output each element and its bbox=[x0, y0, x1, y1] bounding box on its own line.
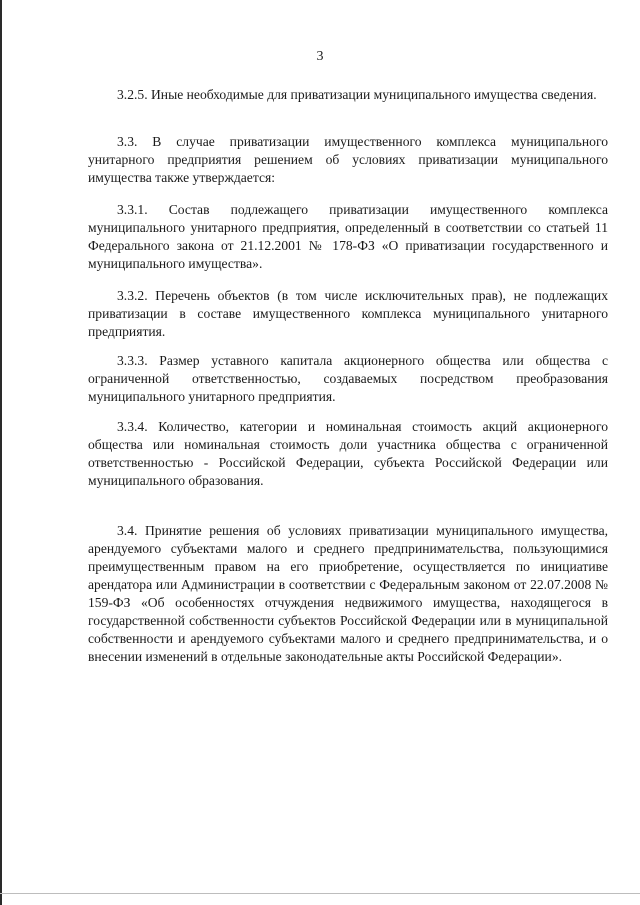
paragraph-3-4: 3.4. Принятие решения об условиях приватизации муниципального имущества, арендуемого субъектами малого и среднего предпринимательства, пользующимися преимущественным правом на его приобретение, осуществляется по инициативе арендатора или Администрации в соответствии с Федеральным законом от 22.07.2008 № 159-ФЗ «Об особенностях отчуждения недвижимого имущества, находящегося в государственной собственности субъектов Российской Федерации или в муниципальной собственности и арендуемого субъектами малого и среднего предпринимательства, и о внесении изменений в отдельные законодательные акты Российской Федерации». bbox=[88, 523, 608, 664]
paragraph-3-3-2: 3.3.2. Перечень объектов (в том числе исключительных прав), не подлежащих приватизации в составе имущественного комплекса муниципального унитарного предприятия. bbox=[88, 288, 608, 339]
scan-edge-bottom bbox=[0, 893, 640, 894]
scan-edge-left bbox=[0, 0, 2, 905]
page-number: 3 bbox=[316, 49, 324, 64]
paragraph-3-3: 3.3. В случае приватизации имущественного комплекса муниципального унитарного предприятия решением об условиях приватизации муниципального имущества также утверждается: bbox=[88, 134, 608, 185]
paragraph-3-3-3: 3.3.3. Размер уставного капитала акционерного общества или общества с ограниченной ответственностью, создаваемых посредством преобразования муниципального унитарного предприятия. bbox=[88, 353, 608, 404]
paragraph-3-3-4: 3.3.4. Количество, категории и номинальная стоимость акций акционерного общества или номинальная стоимость доли участника общества с ограниченной ответственностью - Российской Федерации, субъекта Российской Федерации или муниципального образования. bbox=[88, 419, 608, 488]
paragraph-3-2-5: 3.2.5. Иные необходимые для приватизации муниципального имущества сведения. bbox=[117, 87, 597, 102]
paragraph-3-3-1: 3.3.1. Состав подлежащего приватизации имущественного комплекса муниципального унитарного предприятия, определенный в соответствии со статьей 11 Федерального закона от 21.12.2001 № 178-ФЗ «О приватизации государственного и муниципального имущества». bbox=[88, 202, 608, 271]
